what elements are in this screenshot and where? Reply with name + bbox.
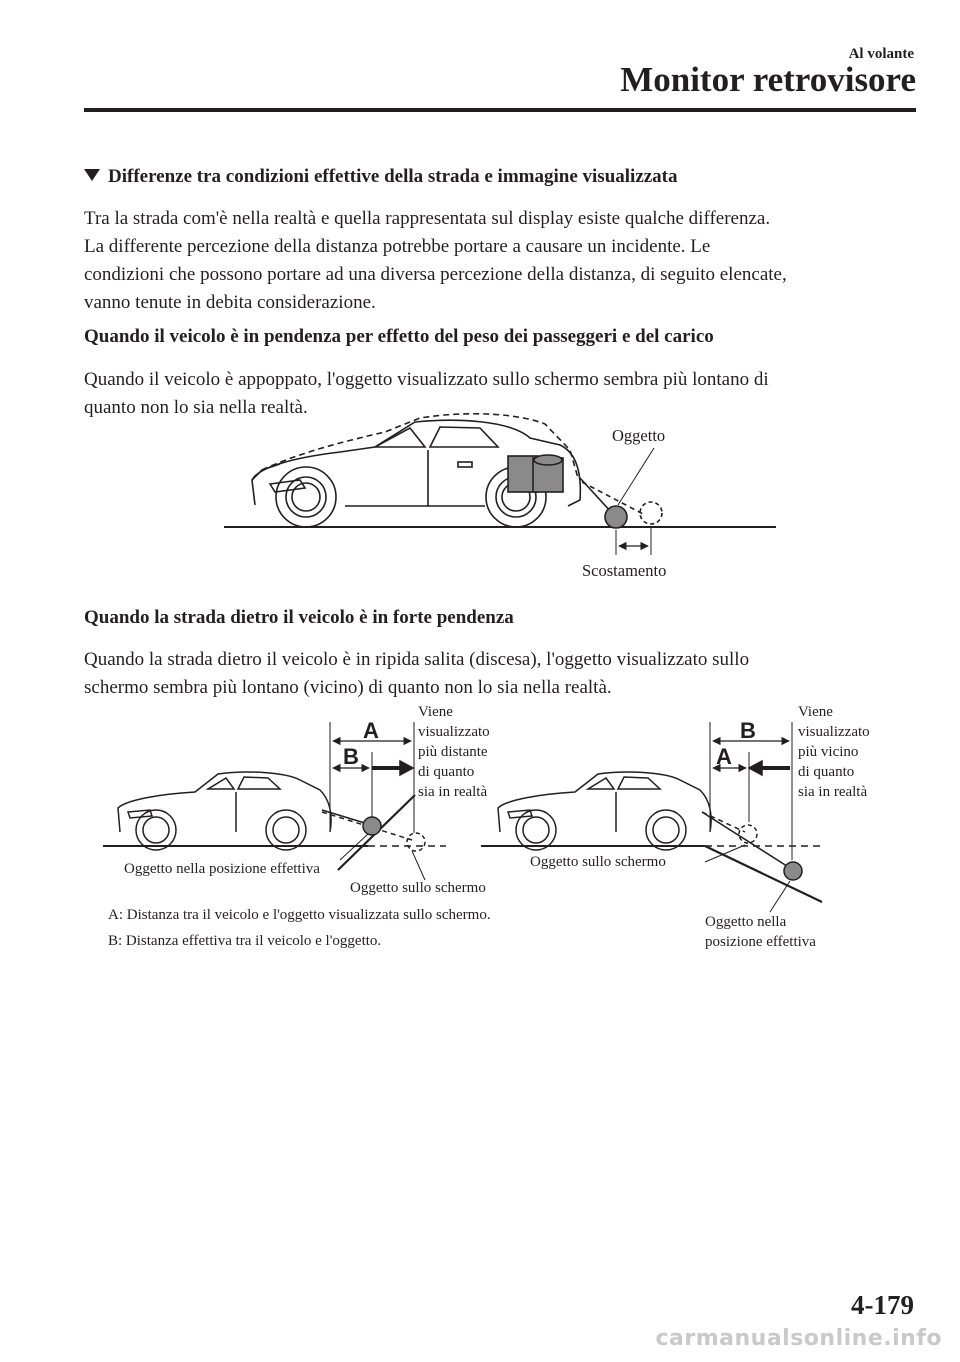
case1-line: Quando il veicolo è appoppato, l'oggetto visualizzato sullo schermo sembra più lontano di xyxy=(84,369,769,390)
case1-heading: Quando il veicolo è in pendenza per effetto del peso dei passeggeri e del carico xyxy=(84,326,714,347)
chapter-label: Al volante xyxy=(848,46,914,62)
left-note xyxy=(418,702,490,802)
page-number: 4-179 xyxy=(851,1290,914,1320)
intro-line: La differente percezione della distanza potrebbe portare a causare un incidente. Le xyxy=(84,236,711,257)
right-note-line: Viene xyxy=(798,704,833,720)
left-note-line: di quanto xyxy=(418,764,475,780)
case2-line: Quando la strada dietro il veicolo è in ripida salita (discesa), l'oggetto visualizzato sullo xyxy=(84,649,750,670)
intro-line: vanno tenute in debita considerazione. xyxy=(84,292,376,313)
case1-line: quanto non lo sia nella realtà. xyxy=(84,397,308,418)
page-title: Monitor retrovisore xyxy=(620,60,916,99)
right-label-actual xyxy=(705,912,816,952)
left-note-line: Viene xyxy=(418,704,453,720)
right-label-actual-line: posizione effettiva xyxy=(705,934,816,950)
case2-heading: Quando la strada dietro il veicolo è in forte pendenza xyxy=(84,607,514,628)
left-label-screen: Oggetto sullo schermo xyxy=(350,880,486,896)
left-note-line: più distante xyxy=(418,744,488,760)
legend-b: B: Distanza effettiva tra il veicolo e l'oggetto. xyxy=(108,933,382,949)
right-note-line: di quanto xyxy=(798,764,855,780)
section-heading-text: Differenze tra condizioni effettive della strada e immagine visualizzata xyxy=(108,166,678,187)
intro-line: condizioni che possono portare ad una diversa percezione della distanza, di seguito elencate, xyxy=(84,264,787,285)
label-object: Oggetto xyxy=(612,426,666,445)
right-note xyxy=(798,702,870,802)
right-note-line: più vicino xyxy=(798,744,859,760)
left-letter-bottom: B xyxy=(343,744,359,769)
figure1-car xyxy=(224,414,776,555)
right-letter-top: B xyxy=(740,718,756,743)
left-note-line: visualizzato xyxy=(418,724,490,740)
figure2-right-drawing xyxy=(481,722,825,912)
right-label-actual-line: Oggetto nella xyxy=(705,914,787,930)
right-note-line: visualizzato xyxy=(798,724,870,740)
right-letter-bottom: A xyxy=(716,744,732,769)
left-letter-top: A xyxy=(363,718,379,743)
right-note-line: sia in realtà xyxy=(798,784,868,800)
right-label-screen: Oggetto sullo schermo xyxy=(530,854,666,870)
case2-line: schermo sembra più lontano (vicino) di quanto non lo sia nella realtà. xyxy=(84,677,612,698)
left-note-line: sia in realtà xyxy=(418,784,488,800)
watermark: carmanualsonline.info xyxy=(655,1326,942,1351)
figure2-left-drawing xyxy=(103,722,446,880)
left-label-actual: Oggetto nella posizione effettiva xyxy=(124,861,320,877)
label-offset: Scostamento xyxy=(582,561,667,580)
legend-a: A: Distanza tra il veicolo e l'oggetto visualizzata sullo schermo. xyxy=(108,907,491,923)
intro-line: Tra la strada com'è nella realtà e quella rappresentata sul display esiste qualche differenza. xyxy=(84,208,771,229)
